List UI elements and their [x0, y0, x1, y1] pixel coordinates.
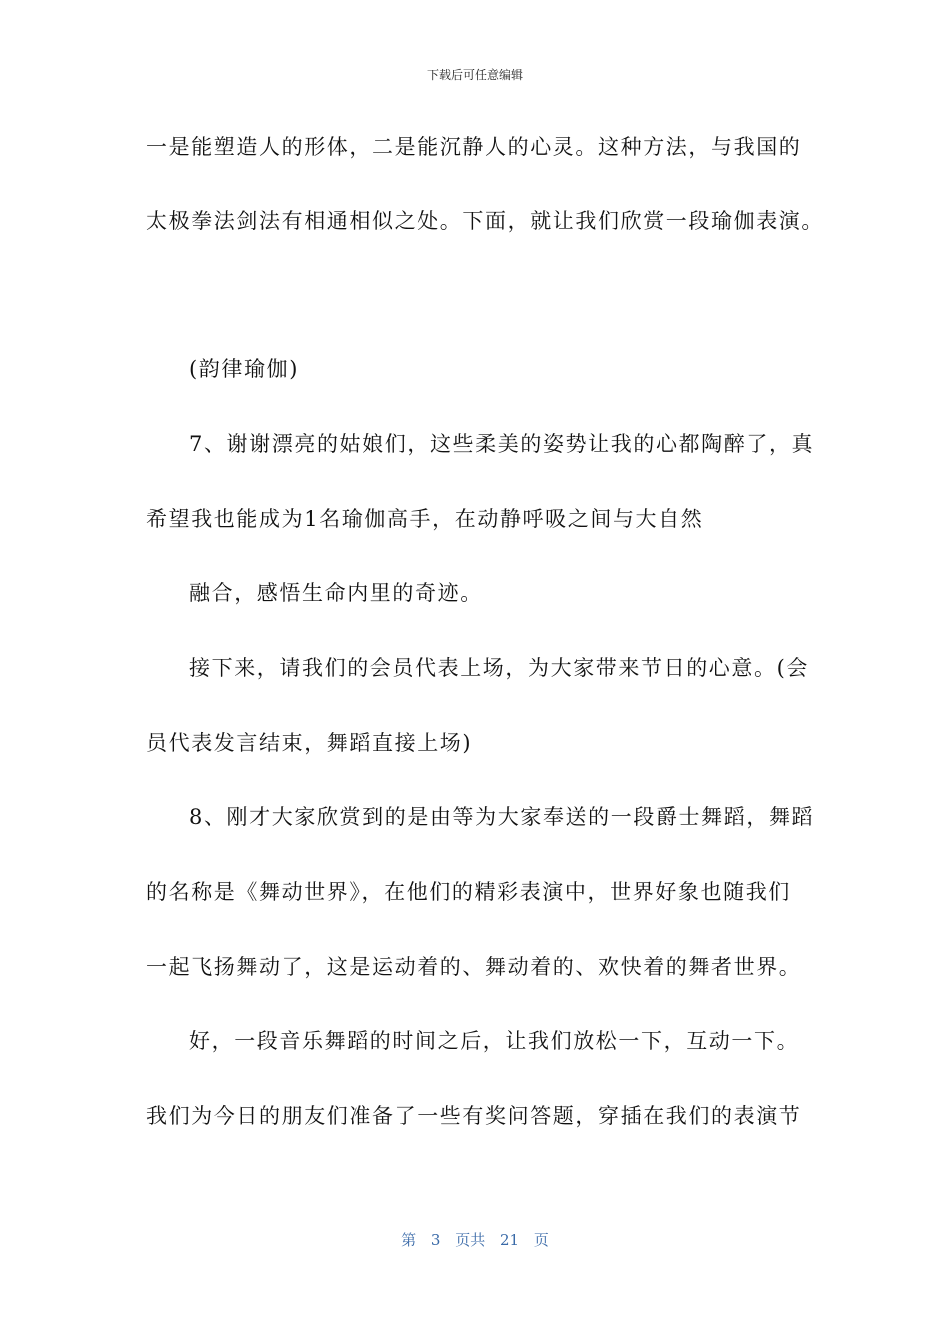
- body-line-11: 一起飞扬舞动了，这是运动着的、舞动着的、欢快着的舞者世界。: [146, 955, 802, 979]
- body-line-6: 融合，感悟生命内里的奇迹。: [189, 581, 483, 605]
- page-footer: [0, 1229, 950, 1250]
- body-line-7: 接下来，请我们的会员代表上场，为大家带来节日的心意。(会: [189, 656, 809, 680]
- body-line-12: 好，一段音乐舞蹈的时间之后，让我们放松一下，互动一下。: [189, 1029, 800, 1053]
- footer-total-label: 页共: [455, 1231, 486, 1249]
- body-line-10: 的名称是《舞动世界》，在他们的精彩表演中，世界好象也随我们: [146, 880, 791, 904]
- footer-total-pages: 21: [500, 1231, 520, 1249]
- footer-page-label: 第: [401, 1231, 417, 1249]
- body-line-13: 我们为今日的朋友们准备了一些有奖问答题，穿插在我们的表演节: [146, 1104, 802, 1128]
- footer-page-number: 3: [430, 1231, 441, 1249]
- body-line-2: 太极拳法剑法有相通相似之处。下面，就让我们欣赏一段瑜伽表演。: [146, 209, 824, 233]
- body-line-5: 希望我也能成为1名瑜伽高手，在动静呼吸之间与大自然: [146, 507, 704, 531]
- body-line-8: 员代表发言结束，舞蹈直接上场): [146, 731, 473, 755]
- footer-page-suffix: 页: [533, 1231, 549, 1249]
- body-line-3: (韵律瑜伽): [189, 357, 299, 381]
- body-line-9: 8、刚才大家欣赏到的是由等为大家奉送的一段爵士舞蹈，舞蹈: [189, 805, 815, 829]
- body-line-1: 一是能塑造人的形体，二是能沉静人的心灵。这种方法，与我国的: [146, 135, 802, 159]
- body-line-4: 7、谢谢漂亮的姑娘们，这些柔美的姿势让我的心都陶醉了，真: [189, 432, 815, 456]
- page-header: 下载后可任意编辑: [426, 68, 523, 82]
